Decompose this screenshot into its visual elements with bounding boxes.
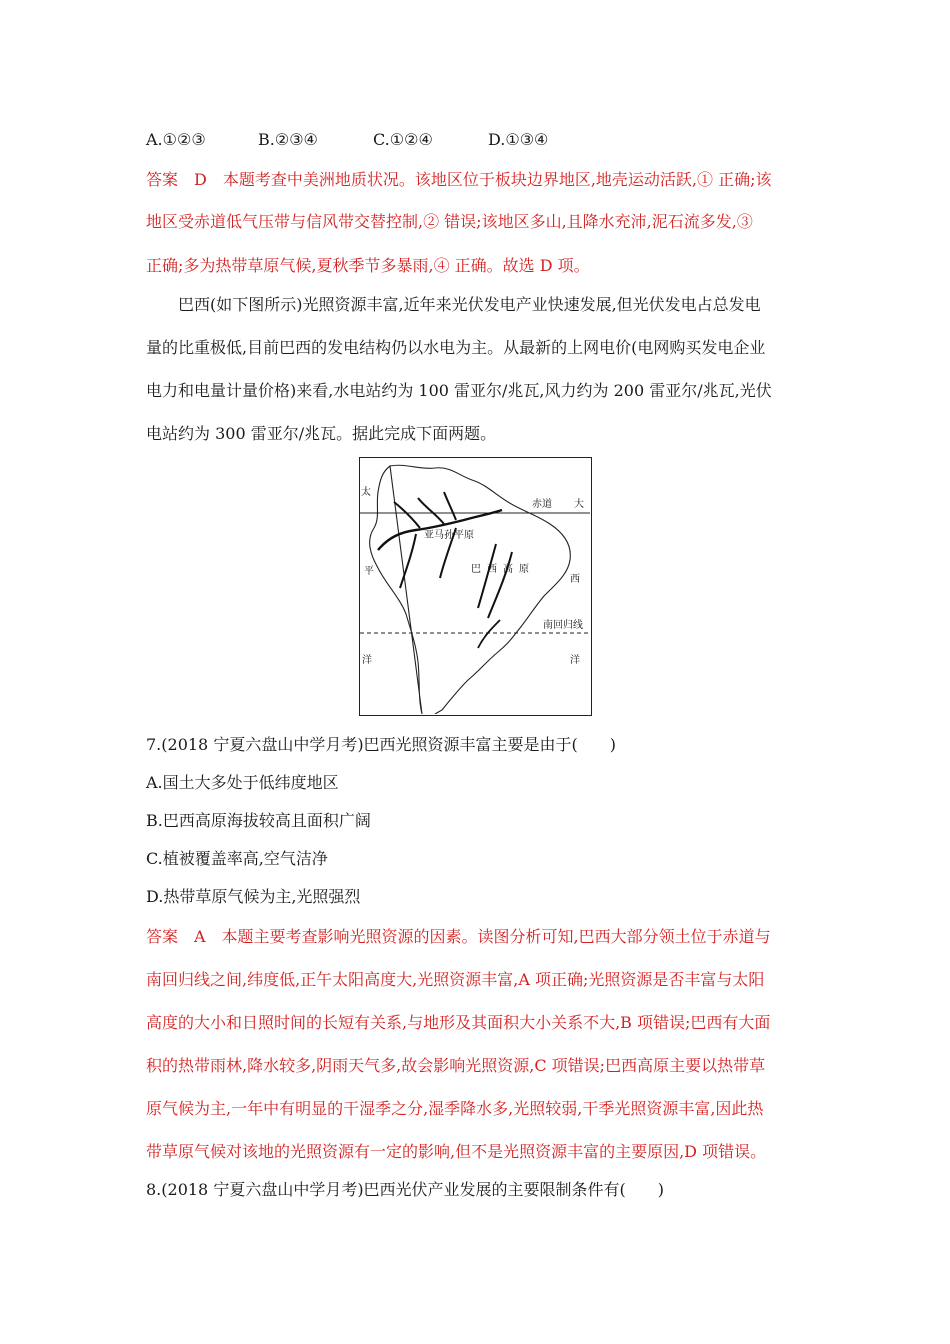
passage-line-1: 巴西(如下图所示)光照资源丰富,近年来光伏发电产业快速发展,但光伏发电占总发电 [178,295,761,314]
map-label-amazon-plain: 亚马孙平原 [424,530,474,541]
q6-option-d: D.①③④ [488,130,549,149]
q7-answer-line-3: 高度的大小和日照时间的长短有关系,与地形及其面积大小关系不大,B 项错误;巴西有大面 [146,1013,771,1032]
river-north-2 [418,498,444,524]
q7-answer-line-6: 带草原气候对该地的光照资源有一定的影响,但不是光照资源丰富的主要原因,D 项错误。 [146,1142,767,1161]
map-label-brazil-plateau: 巴西高原 [471,564,535,575]
map-label-da: 大 [574,499,584,510]
q7-answer-line-5: 原气候为主,一年中有明显的干湿季之分,湿季降水多,光照较弱,干季光照资源丰富,因此热 [146,1099,764,1118]
q6-option-b: B.②③④ [258,130,318,149]
brazil-map-drawing [360,458,590,714]
passage-line-4: 电站约为 300 雷亚尔/兆瓦。据此完成下面两题。 [146,424,497,443]
q7-option-b: B.巴西高原海拔较高且面积广阔 [146,811,371,830]
q7-option-d: D.热带草原气候为主,光照强烈 [146,887,361,906]
q7-option-a: A.国土大多处于低纬度地区 [146,773,339,792]
river-parana [478,620,500,648]
map-label-tai: 太 [361,487,371,498]
map-label-yang-right: 洋 [570,655,580,666]
q7-answer-line-2: 南回归线之间,纬度低,正午太阳高度大,光照资源丰富,A 项正确;光照资源是否丰富与太阳 [146,970,765,989]
q6-options [146,130,548,150]
map-label-ping: 平 [364,566,374,577]
map-label-tropic: 南回归线 [543,620,583,631]
map-label-yang-left: 洋 [362,655,372,666]
river-north-3 [444,492,456,520]
q7-stem: 7.(2018 宁夏六盘山中学月考)巴西光照资源丰富主要是由于( ) [146,735,617,754]
q6-answer-line-2: 地区受赤道低气压带与信风带交替控制,② 错误;该地区多山,且降水充沛,泥石流多发,③ [146,212,753,231]
q8-stem: 8.(2018 宁夏六盘山中学月考)巴西光伏产业发展的主要限制条件有( ) [146,1180,665,1199]
map-label-equator: 赤道 [532,499,552,510]
q7-answer-line-4: 积的热带雨林,降水较多,阴雨天气多,故会影响光照资源,C 项错误;巴西高原主要以热带草 [146,1056,766,1075]
q6-option-a: A.①②③ [146,130,206,149]
q7-answer-line-1: 答案 A 本题主要考查影响光照资源的因素。读图分析可知,巴西大部分领土位于赤道与 [146,927,771,946]
q6-answer-line-1: 答案 D 本题考查中美洲地质状况。该地区位于板块边界地区,地壳运动活跃,① 正确;该 [146,170,772,189]
passage-line-2: 量的比重极低,目前巴西的发电结构仍以水电为主。从最新的上网电价(电网购买发电企业 [146,338,766,357]
q6-answer-line-3: 正确;多为热带草原气候,夏秋季节多暴雨,④ 正确。故选 D 项。 [146,256,590,275]
passage-line-3: 电力和电量计量价格)来看,水电站约为 100 雷亚尔/兆瓦,风力约为 200 雷亚尔/兆瓦,光伏 [146,381,772,400]
q7-option-c: C.植被覆盖率高,空气洁净 [146,849,328,868]
river-south-3 [478,544,496,608]
brazil-map [359,457,592,716]
q6-option-c: C.①②④ [373,130,433,149]
map-label-xi: 西 [570,574,580,585]
